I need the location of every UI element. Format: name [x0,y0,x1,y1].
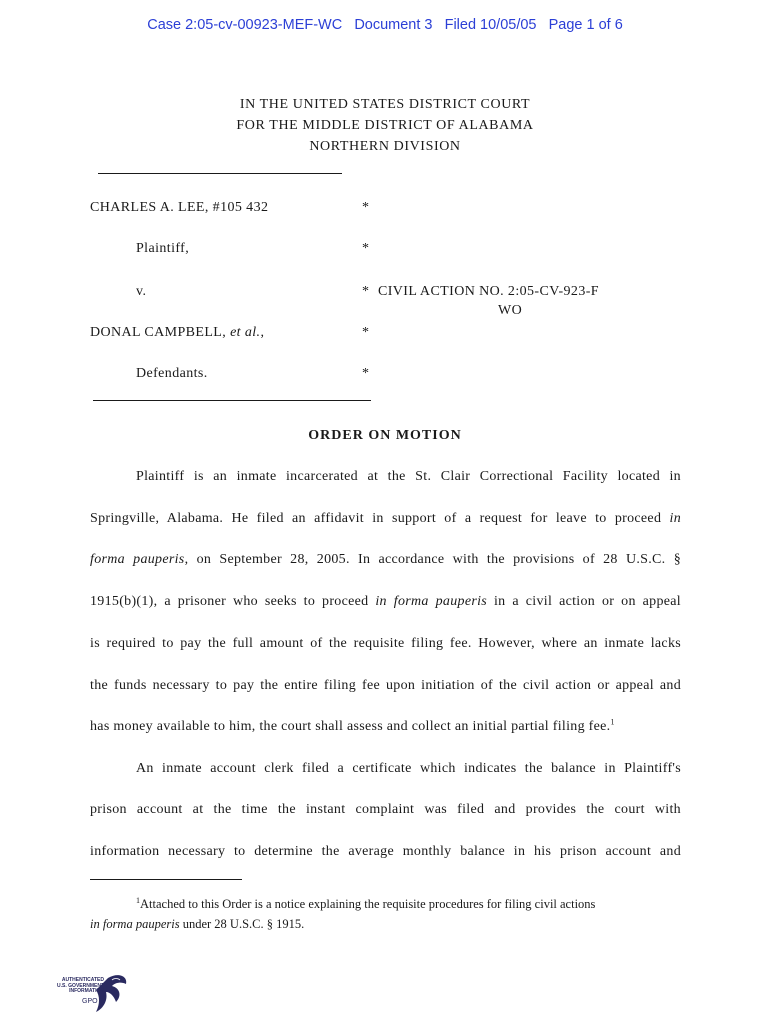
caption-bottom-rule [93,400,371,401]
versus: v. [136,284,147,299]
plaintiff-name: CHARLES A. LEE, #105 432 [90,200,269,215]
footnote-separator [90,879,242,880]
body-line: forma pauperis, on September 28, 2005. In accordance with the provisions of 28 U.S.C. § [90,552,681,567]
gpo-mark: GPO [82,998,98,1005]
civil-action-number: CIVIL ACTION NO. 2:05-CV-923-F [378,284,599,299]
caption-star: * [362,241,369,256]
plaintiff-role: Plaintiff, [136,241,190,256]
caption-top-rule [98,173,342,174]
body-line: 1915(b)(1), a prisoner who seeks to proceed in forma pauperis in a civil action or on appeal [90,594,681,609]
order-title: ORDER ON MOTION [308,428,462,443]
body-line: is required to pay the full amount of the requisite filing fee. However, where an inmate lacks [90,636,681,651]
page-indicator: Page 1 of 6 [548,17,623,33]
body-line: prison account at the time the instant complaint was filed and provides the court with [90,802,681,817]
defendant-name: DONAL CAMPBELL, et al., [90,325,265,340]
body-line: the funds necessary to pay the entire filing fee upon initiation of the civil action or appeal and [90,678,681,693]
caption-star: * [362,325,369,340]
document-number: Document 3 [354,17,433,33]
body-line: Plaintiff is an inmate incarcerated at the St. Clair Correctional Facility located in [136,469,681,484]
gpo-authentication-text: AUTHENTICATED U.S. GOVERNMENT INFORMATION [57,977,104,994]
caption-star: * [362,284,369,299]
defendant-role: Defendants. [136,366,208,381]
filing-stamp [0,17,770,33]
civil-action-suffix: WO [498,303,523,318]
body-line: Springville, Alabama. He filed an affidavit in support of a request for leave to proceed in [90,511,681,526]
filed-date: Filed 10/05/05 [444,17,537,33]
court-line-2: FOR THE MIDDLE DISTRICT OF ALABAMA [236,118,534,133]
body-line: An inmate account clerk filed a certificate which indicates the balance in Plaintiff's [136,761,681,776]
footnote-line: in forma pauperis under 28 U.S.C. § 1915. [90,917,305,931]
caption-star: * [362,200,369,215]
case-number: Case 2:05-cv-00923-MEF-WC [147,17,343,33]
footnote-marker: 1 [136,895,140,905]
footnote-reference[interactable]: 1 [610,717,615,727]
body-line: information necessary to determine the average monthly balance in his prison account and [90,844,681,859]
footnote-line: $^1$Attached to this Order is a notice explaining the requisite procedures for filing civil actions [136,895,596,911]
court-line-3: NORTHERN DIVISION [309,139,461,154]
caption-star: * [362,366,369,381]
body-line: has money available to him, the court shall assess and collect an initial partial filing fee.$^1$ [90,717,615,734]
court-heading [0,94,770,157]
court-line-1: IN THE UNITED STATES DISTRICT COURT [239,97,531,112]
